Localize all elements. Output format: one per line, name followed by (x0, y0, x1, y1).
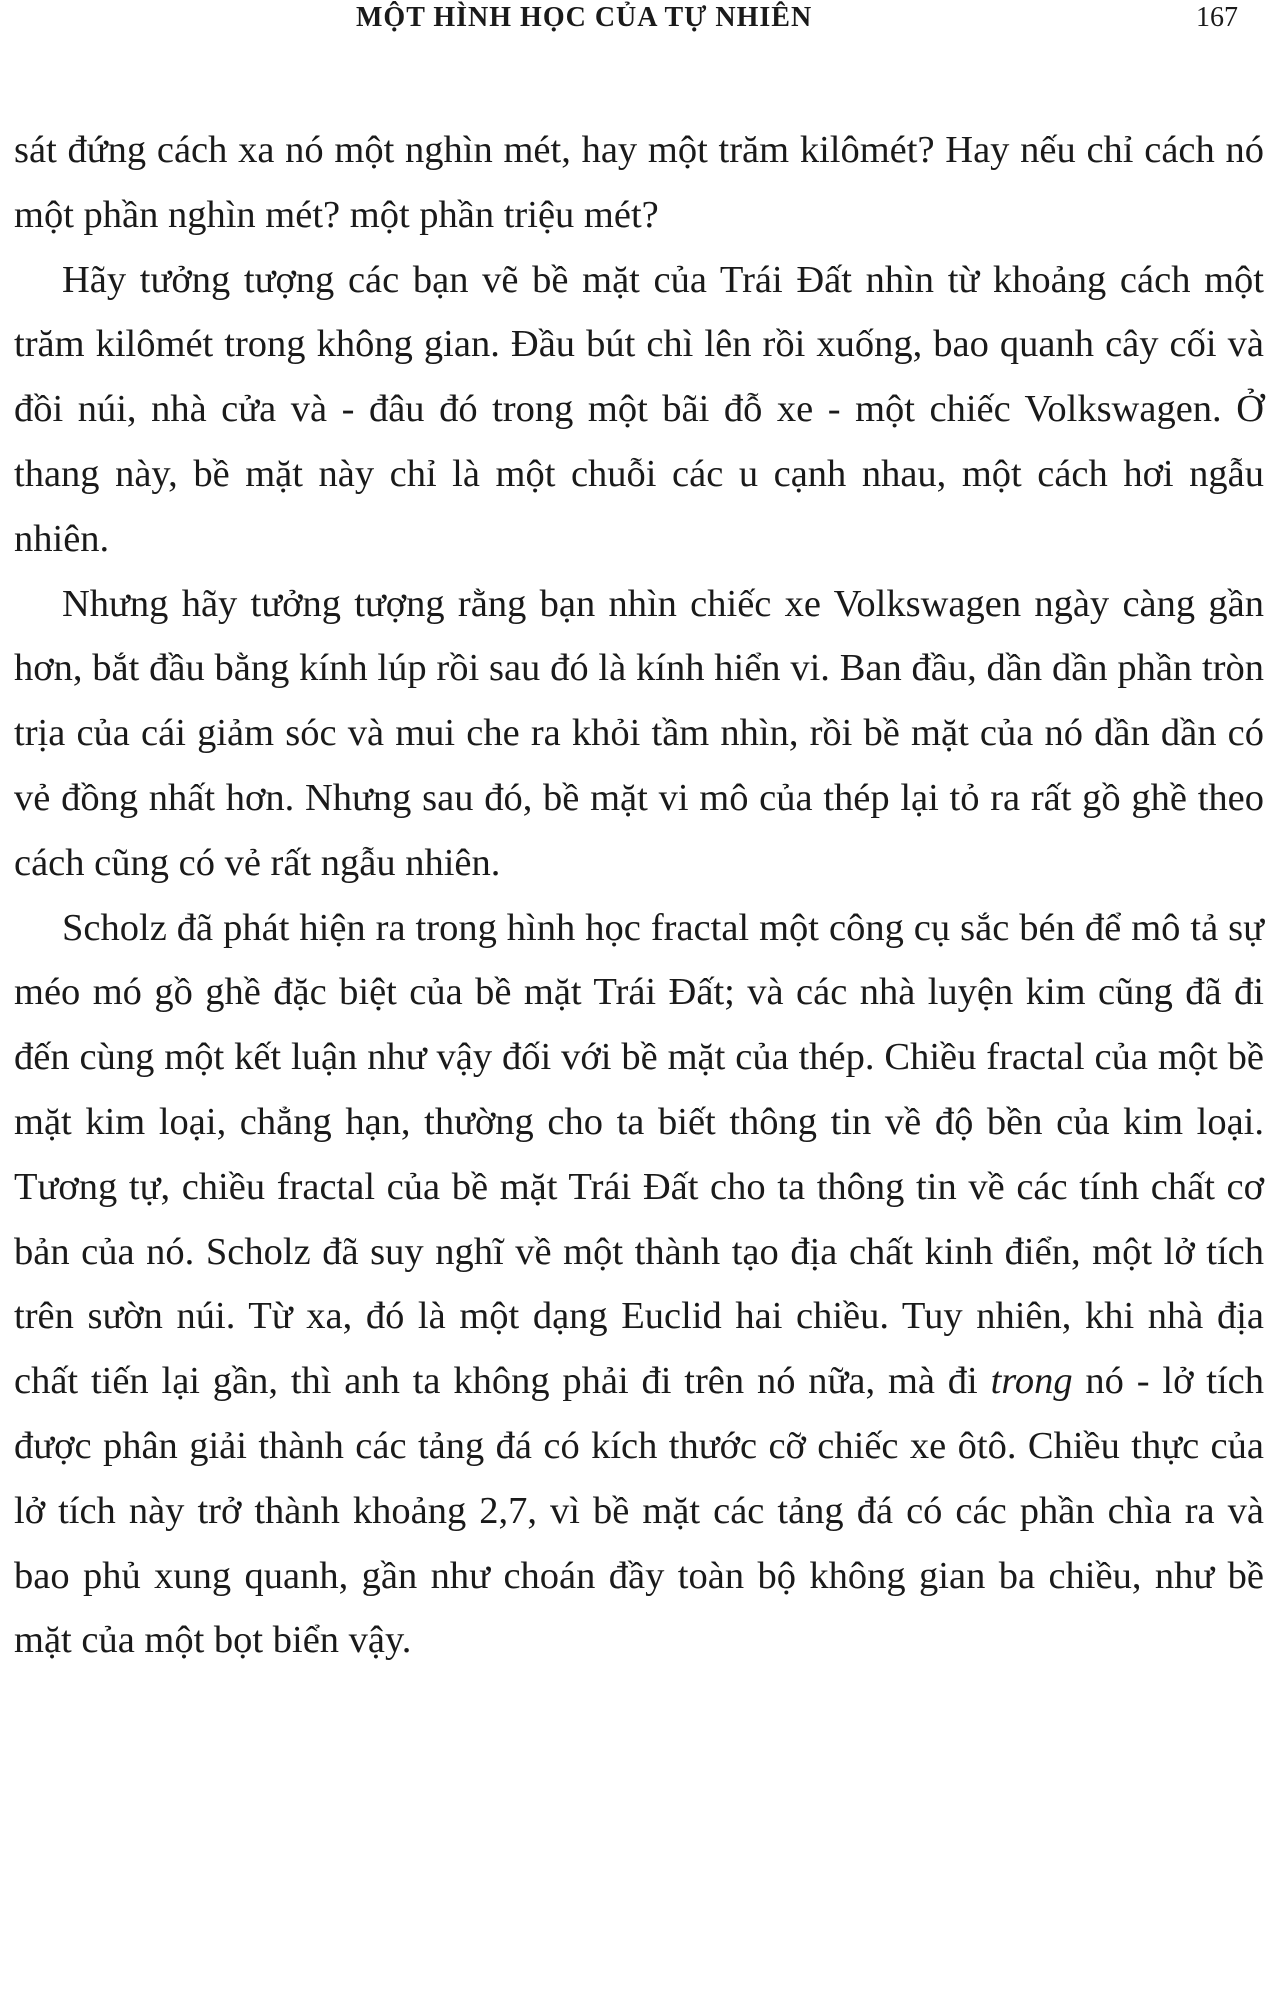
paragraph-continued: sát đứng cách xa nó một nghìn mét, hay một trăm kilômét? Hay nếu chỉ cách nó một phần nghìn mét? một phần triệu mét? (14, 129, 1264, 236)
paragraph-volkswagen: Nhưng hãy tưởng tượng rằng bạn nhìn chiếc xe Volkswagen ngày càng gần hơn, bắt đầu bằng kính lúp rồi sau đó là kính hiển vi. Ban đầu, dần dần phần tròn trịa của cái giảm sóc và mui che ra khỏi tầm nhìn, rồi bề mặt của nó dần dần có vẻ đồng nhất hơn. Nhưng sau đó, bề mặt vi mô của thép lại tỏ ra rất gồ ghề theo cách cũng có vẻ rất ngẫu nhiên. (14, 582, 1264, 884)
paragraph-earth-surface: Hãy tưởng tượng các bạn vẽ bề mặt của Trái Đất nhìn từ khoảng cách một trăm kilômét trong không gian. Đầu bút chì lên rồi xuống, bao quanh cây cối và đồi núi, nhà cửa và - đâu đó trong một bãi đỗ xe - một chiếc Volkswagen. Ở thang này, bề mặt này chỉ là một chuỗi các u cạnh nhau, một cách hơi ngẫu nhiên. (14, 258, 1264, 560)
paragraph-scholz-part-1: Scholz đã phát hiện ra trong hình học fractal một công cụ sắc bén để mô tả sự méo mó gồ ghề đặc biệt của bề mặt Trái Đất; và các nhà luyện kim cũng đã đi đến cùng một kết luận như vậy đối với bề mặt của thép. Chiều fractal của một bề mặt kim loại, chẳng hạn, thường cho ta biết thông tin về độ bền của kim loại. Tương tự, chiều fractal của bề mặt Trái Đất cho ta thông tin về các tính chất cơ bản của nó. Scholz đã suy nghĩ về một thành tạo địa chất kinh điển, một lở tích trên sườn núi. Từ xa, đó là một dạng Euclid hai chiều. Tuy nhiên, khi nhà địa chất tiến lại gần, thì anh ta không phải đi trên nó nữa, mà đi (14, 906, 1264, 1403)
emphasis-trong: trong (990, 1360, 1073, 1403)
body-text (14, 118, 1264, 1673)
page-number: 167 (1196, 2, 1238, 33)
paragraph-scholz-part-2: nó - lở tích được phân giải thành các tảng đá có kích thước cỡ chiếc xe ôtô. Chiều thực của lở tích này trở thành khoảng 2,7, vì bề mặt các tảng đá có các phần chìa ra và bao phủ xung quanh, gần như choán đầy toàn bộ không gian ba chiều, như bề mặt của một bọt biển vậy. (14, 1360, 1265, 1662)
chapter-title: MỘT HÌNH HỌC CỦA TỰ NHIÊN (356, 2, 813, 33)
running-header (0, 2, 1280, 38)
paragraph-scholz (14, 896, 1264, 1674)
